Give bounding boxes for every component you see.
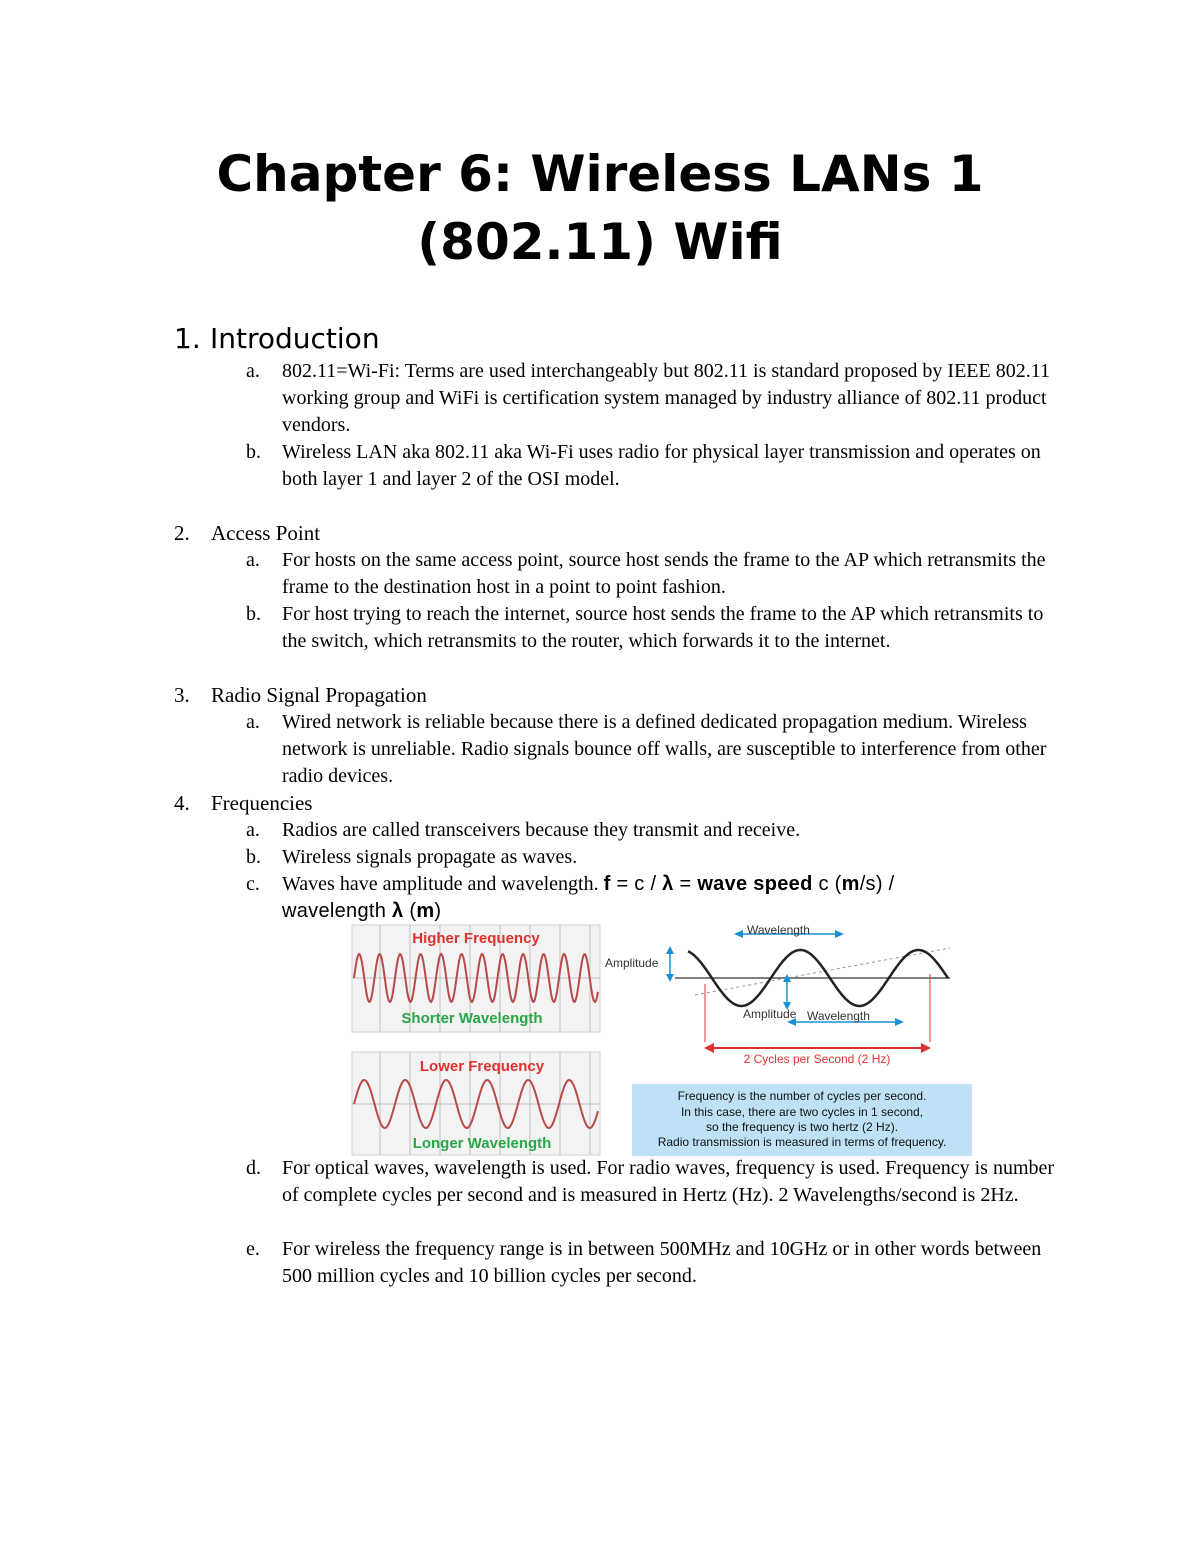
page-title bbox=[0, 140, 1200, 276]
frequency-info-box bbox=[632, 1084, 972, 1156]
frequency-wavelength-figure bbox=[350, 922, 980, 1157]
section-access-point: 2. Access Point bbox=[174, 521, 321, 545]
title-line-1: Chapter 6: Wireless LANs 1 bbox=[216, 145, 984, 203]
lower-frequency-panel bbox=[352, 1052, 600, 1155]
wave-anatomy-diagram bbox=[605, 923, 950, 1066]
higher-frequency-label: Higher Frequency bbox=[412, 930, 540, 947]
info-line: Radio transmission is measured in terms of frequency. bbox=[657, 1135, 947, 1149]
amplitude-label: Amplitude bbox=[605, 956, 659, 970]
list-item: a. For hosts on the same access point, source host sends the frame to the AP which retransmits the frame to the destination host in a point to point fashion. bbox=[246, 549, 1046, 599]
amplitude-bottom-label: Amplitude bbox=[743, 1007, 797, 1021]
info-line: Frequency is the number of cycles per second. bbox=[677, 1089, 927, 1103]
section-frequencies: 4. Frequencies bbox=[174, 791, 313, 815]
lower-frequency-label: Lower Frequency bbox=[419, 1058, 545, 1075]
list-item: b. For host trying to reach the internet, source host sends the frame to the AP which retransmits to the switch, which retransmits to the router, which forwards it to the internet. bbox=[246, 603, 1044, 653]
wavelength-bottom-label: Wavelength bbox=[807, 1009, 870, 1023]
section-heading: Introduction bbox=[210, 322, 380, 355]
list-item-formula: c. Waves have amplitude and wavelength. f = c / λ = wave speed c (m/s) / wavelength λ (m) bbox=[246, 873, 895, 923]
list-item: a. Wired network is reliable because there is a defined dedicated propagation medium. Wireless network is unreliable. Radio signals bounce off walls, are susceptible to interference from other radio devices. bbox=[246, 711, 1047, 788]
shorter-wavelength-label: Shorter Wavelength bbox=[401, 1010, 543, 1027]
section-heading: Access Point bbox=[211, 521, 321, 545]
list-item: e. For wireless the frequency range is in between 500MHz and 10GHz or in other words between 500 million cycles and 10 billion cycles per second. bbox=[246, 1238, 1042, 1288]
list-item: d. For optical waves, wavelength is used. For radio waves, frequency is used. Frequency is number of complete cycles per second and is measured in Hertz (Hz). 2 Wavelengths/second is 2Hz. bbox=[246, 1157, 1055, 1207]
cycles-label: 2 Cycles per Second (2 Hz) bbox=[743, 1052, 891, 1066]
wavelength-label: Wavelength bbox=[747, 923, 810, 937]
wave-formula: f = c / λ = wave speed c (m/s) / wavelength λ (m) bbox=[282, 873, 895, 923]
list-item: a. 802.11=Wi-Fi: Terms are used interchangeably but 802.11 is standard proposed by IEEE 802.11 working group and WiFi is certification system managed by industry alliance of 802.11 product vendors. bbox=[246, 360, 1050, 437]
list-item: b. Wireless signals propagate as waves. bbox=[246, 846, 578, 868]
info-line: so the frequency is two hertz (2 Hz). bbox=[705, 1120, 899, 1134]
title-line-2: (802.11) Wifi bbox=[417, 213, 783, 271]
section-introduction: 1. Introduction bbox=[174, 322, 380, 355]
section-heading: Frequencies bbox=[211, 791, 313, 815]
longer-wavelength-label: Longer Wavelength bbox=[412, 1135, 552, 1152]
higher-frequency-panel bbox=[352, 925, 600, 1032]
list-item: a. Radios are called transceivers because they transmit and receive. bbox=[246, 819, 801, 841]
list-item: b. Wireless LAN aka 802.11 aka Wi-Fi uses radio for physical layer transmission and operates on both layer 1 and layer 2 of the OSI model. bbox=[246, 441, 1041, 491]
section-radio-signal-propagation: 3. Radio Signal Propagation bbox=[174, 683, 427, 707]
section-heading: Radio Signal Propagation bbox=[211, 683, 427, 707]
info-line: In this case, there are two cycles in 1 second, bbox=[680, 1105, 924, 1119]
